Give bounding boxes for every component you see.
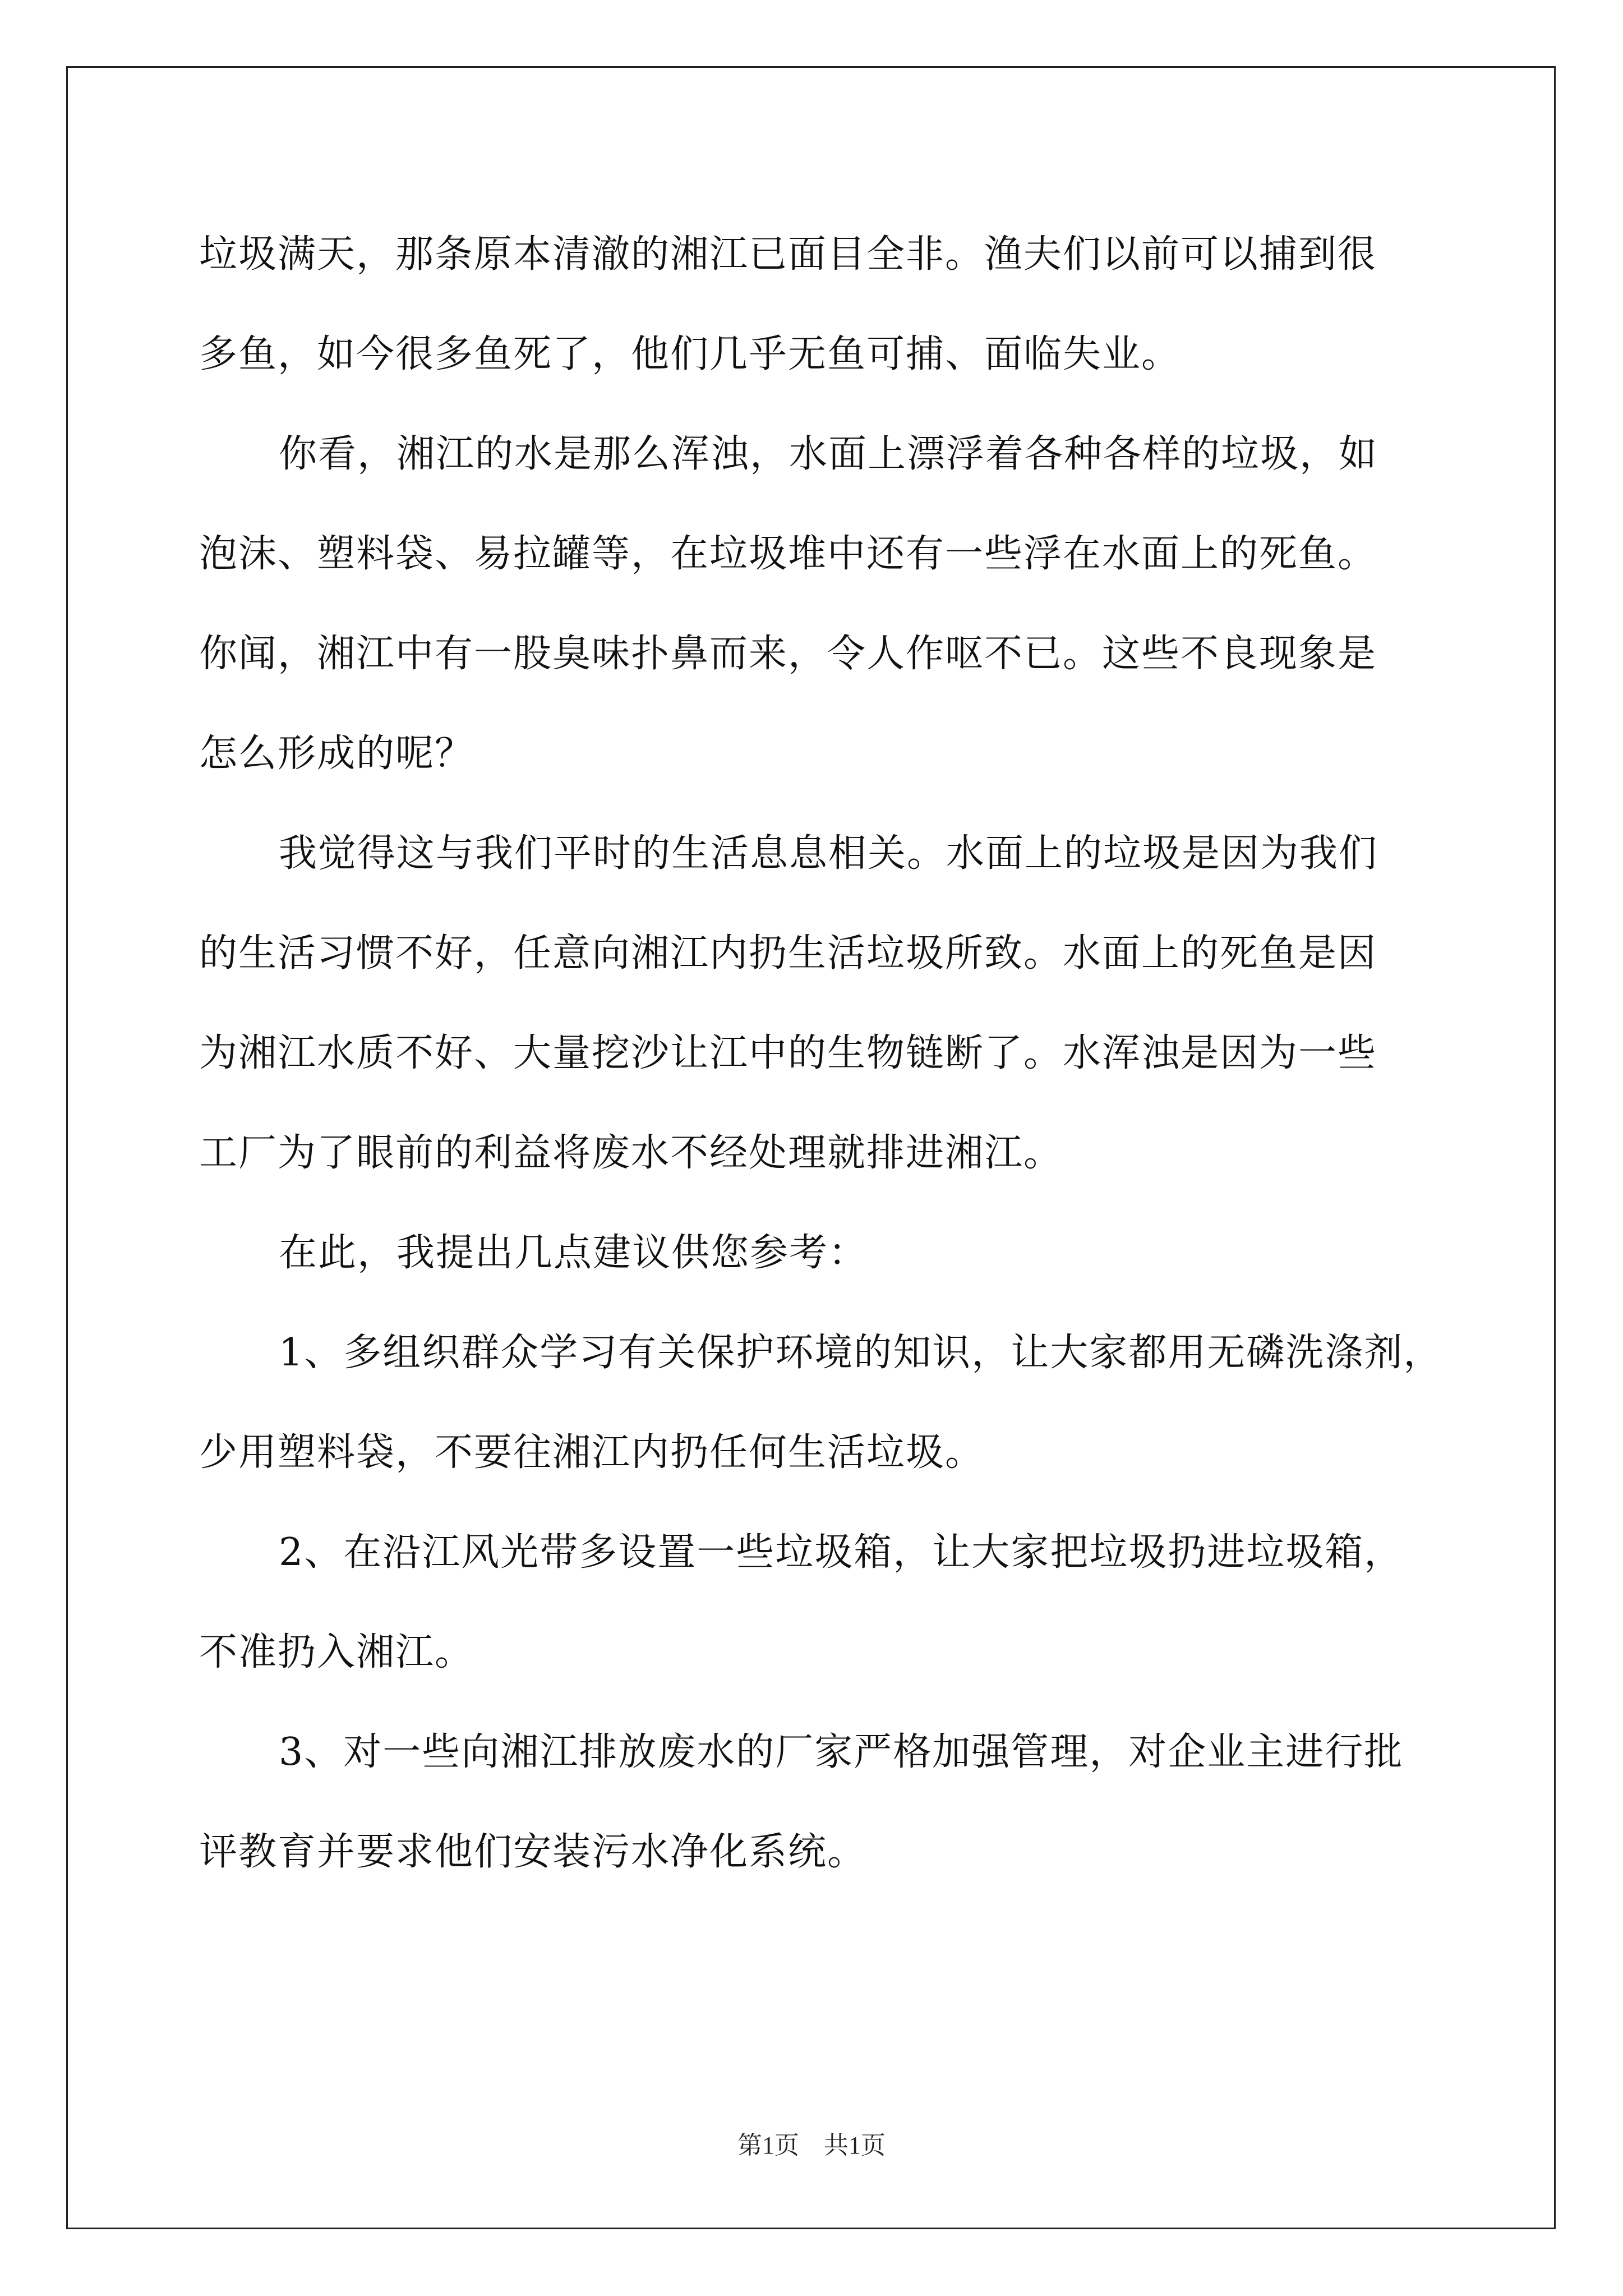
paragraph-line: 工厂为了眼前的利益将废水不经处理就排进湘江。 bbox=[199, 1131, 1063, 1175]
paragraph-line: 你闻，湘江中有一股臭味扑鼻而来，令人作呕不已。这些不良现象是 bbox=[199, 632, 1377, 676]
document-body bbox=[199, 205, 1443, 1902]
page-footer: 第1页 共1页 bbox=[737, 2132, 886, 2159]
paragraph-line: 我觉得这与我们平时的生活息息相关。水面上的垃圾是因为我们 bbox=[279, 831, 1378, 876]
paragraph-line: 少用塑料袋，不要往湘江内扔任何生活垃圾。 bbox=[199, 1430, 985, 1475]
paragraph-line: 垃圾满天，那条原本清澈的湘江已面目全非。渔夫们以前可以捕到很 bbox=[199, 232, 1377, 277]
paragraph-line: 不准扔入湘江。 bbox=[199, 1630, 474, 1674]
paragraph-line: 1、多组织群众学习有关保护环境的知识，让大家都用无磷洗涤剂， bbox=[279, 1331, 1443, 1375]
paragraph-line: 泡沫、塑料袋、易拉罐等，在垃圾堆中还有一些浮在水面上的死鱼。 bbox=[199, 532, 1377, 576]
paragraph-line: 怎么形成的呢？ bbox=[199, 731, 474, 776]
paragraph-line: 为湘江水质不好、大量挖沙让江中的生物链断了。水浑浊是因为一些 bbox=[199, 1031, 1377, 1075]
paragraph-line: 评教育并要求他们安装污水净化系统。 bbox=[199, 1830, 867, 1874]
paragraph-line: 2、在沿江风光带多设置一些垃圾箱，让大家把垃圾扔进垃圾箱， bbox=[279, 1530, 1404, 1575]
paragraph-line: 多鱼，如今很多鱼死了，他们几乎无鱼可捕、面临失业。 bbox=[199, 332, 1181, 376]
paragraph-line: 3、对一些向湘江排放废水的厂家严格加强管理，对企业主进行批 bbox=[279, 1730, 1404, 1774]
paragraph-line: 在此，我提出几点建议供您参考： bbox=[279, 1231, 868, 1275]
paragraph-line: 你看，湘江的水是那么浑浊，水面上漂浮着各种各样的垃圾，如 bbox=[279, 432, 1378, 476]
paragraph-line: 的生活习惯不好，任意向湘江内扔生活垃圾所致。水面上的死鱼是因 bbox=[199, 931, 1377, 976]
